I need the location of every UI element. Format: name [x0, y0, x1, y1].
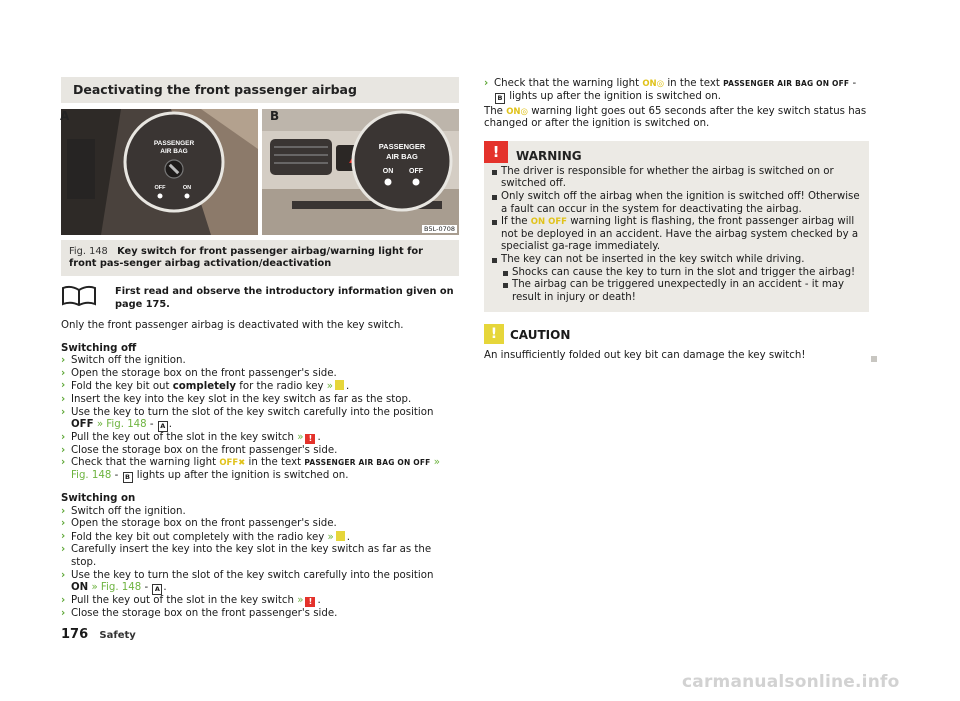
switching-off-heading: Switching off	[61, 342, 137, 354]
on-step-6: › Pull the key out of the slot in the key switch » ! .	[61, 595, 321, 607]
off-step-7: › Close the storage box on the front passenger's side.	[61, 444, 338, 456]
off-step-6: › Pull the key out of the slot in the key switch » ! .	[61, 432, 321, 444]
on-step-1: › Switch off the ignition.	[61, 505, 186, 517]
warning-ref-icon[interactable]: !	[305, 597, 315, 607]
right-column	[484, 78, 869, 363]
warning-subitem-2: The airbag can be triggered unexpectedly in an accident - it may result in injury or death!	[492, 279, 861, 304]
figure-panel-a	[61, 109, 258, 235]
warning-icon: !	[484, 141, 508, 163]
fig-ref-link-2[interactable]: » Fig. 148	[71, 457, 440, 481]
airbag-off-icon: ✖	[238, 458, 246, 469]
left-column	[61, 77, 459, 620]
off-step-8: › Check that the warning light OFF✖ in the text PASSENGER AIR BAG ON OFF » Fig. 148 - B lights up after the ignition is switched on.	[61, 457, 440, 481]
footer-section: Safety	[99, 630, 136, 641]
panel-b-label-1: PASSENGER	[378, 142, 426, 151]
airbag-on-icon: ◎	[656, 79, 665, 89]
caption-text: Key switch for front passenger airbag/warning light for front pas-senger airbag activation/deactivation	[69, 246, 423, 269]
watermark: carmanualsonline.info	[682, 672, 900, 692]
warning-box	[484, 141, 869, 313]
panel-b-letter: B	[270, 109, 280, 123]
on-step-7: › Close the storage box on the front passenger's side.	[61, 607, 338, 619]
panel-b-on: ON	[382, 168, 394, 175]
figure-148	[61, 109, 459, 235]
caution-ref-icon[interactable]	[336, 531, 345, 541]
warning-title: ! WARNING	[492, 148, 861, 166]
off-step-2: › Open the storage box on the front passenger's side.	[61, 367, 337, 379]
figure-caption	[61, 240, 459, 276]
panel-a-label-2: AIR BAG	[160, 148, 188, 155]
caution-text: An insufficiently folded out key bit can damage the key switch!	[484, 350, 869, 363]
on-step-2: › Open the storage box on the front passenger's side.	[61, 518, 337, 530]
warning-light-on-symbol: ON	[506, 106, 521, 117]
on-step-3: › Fold the key bit out completely with the radio key » .	[61, 530, 350, 543]
warning-item-4: The key can not be inserted in the key switch while driving.	[492, 254, 861, 267]
panel-b-label-2: AIR BAG	[386, 152, 418, 161]
figure-panel-b	[262, 109, 459, 235]
warning-light-off-symbol: OFF	[219, 458, 239, 469]
switching-on-heading: Switching on	[61, 492, 136, 504]
off-step-4: › Insert the key into the key slot in the key switch as far as the stop.	[61, 393, 412, 405]
check-step: › Check that the warning light ON◎ in the text PASSENGER AIR BAG ON OFF - B lights up after the ignition is switched on.	[484, 78, 857, 102]
off-step-3: › Fold the key bit out completely for the radio key » .	[61, 380, 350, 393]
fig-ref-link-3[interactable]: » Fig. 148	[91, 582, 142, 594]
warning-item-3: If the ON OFF warning light is flashing, the front passenger airbag will not be deployed in an accident. Have the airbag system checked by a specialist ga-rage immediately.	[492, 216, 861, 254]
warning-ref-icon[interactable]: !	[305, 434, 315, 444]
status-text: The ON◎ warning light goes out 65 seconds after the key switch status has changed or after the ignition is switched on.	[484, 105, 867, 130]
section-title: Deactivating the front passenger airbag	[61, 77, 459, 103]
caption-label: Fig. 148	[69, 246, 108, 257]
note	[61, 286, 459, 308]
panel-a-letter: A	[60, 109, 70, 123]
section-end-marker	[871, 356, 877, 362]
airbag-on-icon: ◎	[520, 106, 528, 117]
caution-icon: !	[484, 324, 504, 344]
figure-code: B5L-0708	[424, 225, 455, 233]
intro-text: Only the front passenger airbag is deactivated with the key switch.	[61, 320, 404, 331]
off-step-5: › Use the key to turn the slot of the key switch carefully into the position OFF » Fig. 148 - A .	[61, 406, 434, 431]
key-switch-illustration	[61, 109, 258, 235]
warning-subitem-1: Shocks can cause the key to turn in the slot and trigger the airbag!	[492, 267, 861, 280]
note-text: First read and observe the introductory information given on page 175.	[115, 286, 454, 310]
panel-a-label-1: PASSENGER	[153, 140, 195, 147]
on-step-5: › Use the key to turn the slot of the key switch carefully into the position ON » Fig. 148 - A .	[61, 569, 434, 594]
display-text-code: PASSENGER AIR BAG ON OFF	[304, 458, 431, 468]
page-number: 176	[61, 627, 89, 642]
caution-ref-icon[interactable]	[335, 380, 344, 390]
caution-title: ! CAUTION	[484, 326, 869, 346]
page-footer	[61, 629, 136, 647]
warning-item-1: The driver is responsible for whether the airbag is switched on or switched off.	[492, 166, 861, 191]
off-step-1: › Switch off the ignition.	[61, 355, 186, 367]
panel-b-off: OFF	[409, 168, 423, 175]
warning-light-illustration	[262, 109, 459, 235]
display-text-code: PASSENGER AIR BAG ON OFF	[723, 79, 850, 88]
panel-a-on: ON	[182, 185, 192, 191]
warning-item-2: Only switch off the airbag when the ignition is switched off! Otherwise a fault can occur in the system for deactivating the airbag.	[492, 191, 861, 216]
warning-light-on-symbol: ON	[642, 79, 657, 89]
book-icon	[61, 284, 97, 306]
on-step-4: › Carefully insert the key into the key slot in the key switch as far as the stop.	[61, 544, 432, 568]
panel-a-off: OFF	[154, 185, 166, 191]
fig-ref-link[interactable]: » Fig. 148	[93, 419, 147, 431]
warning-light-symbol: ON OFF	[530, 217, 567, 228]
